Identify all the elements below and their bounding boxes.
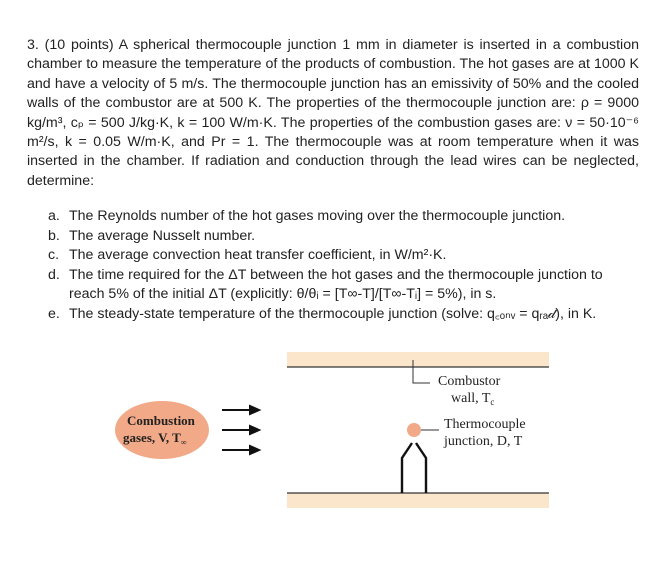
problem-statement [27, 36, 639, 191]
combustor-wall-top [287, 352, 549, 367]
part-label: a. [48, 208, 60, 224]
part-label: c. [48, 247, 60, 264]
part-text: The steady-state temperature of the thermocouple junction (solve: q꜀ₒₙᵥ = qᵣₐ𝒹), in K. [69, 305, 597, 322]
part-text: The average Nusselt number. [69, 227, 256, 244]
part-label: e. [48, 305, 60, 322]
thermocouple-figure [0, 330, 663, 576]
part-text: The Reynolds number of the hot gases moving over the thermocouple junction. [69, 208, 566, 224]
part-label: b. [48, 227, 60, 244]
list-item [48, 305, 638, 325]
list-item [48, 266, 638, 305]
wall-label-line1: Combustor [438, 374, 501, 389]
wall-label-line2: wall, $T_c$ [451, 391, 495, 407]
gases-label-line2: gases, V, $T_\infty$ [123, 430, 187, 447]
flow-arrow-head [250, 406, 259, 414]
flow-arrows [222, 406, 259, 454]
flow-arrow-head [250, 426, 259, 434]
thermocouple-bead [407, 423, 421, 437]
part-text: The average convection heat transfer coefficient, in W/m²·K. [69, 247, 447, 264]
problem-text: 3. (10 points) A spherical thermocouple junction 1 mm in diameter is inserted in a combustion chamber to measure the temperature of the products of combustion. The hot gases are at 1000 K and have a velocity of 5 m/s. The thermocouple junction has an emissivity of 50% and the cooled walls of the combustor are at 500 K. The properties of the thermocouple junction are: ρ = 9000 kg/m³, cₚ = 500 J/kg·K, k = 100 W/m·K. The properties of the combustion gases are: ν = 50·10⁻⁶ m²/s, k = 0.05 W/m·K, and Pr = 1. The thermocouple was at room temperature when it was inserted in the chamber. If radiation and conduction through the lead wires can be neglected, determine: [27, 37, 639, 189]
list-item [48, 246, 638, 266]
list-item [48, 227, 638, 247]
lead-wire-left [402, 443, 412, 493]
combustor-wall-bottom [287, 493, 549, 508]
part-text: The time required for the ΔT between the hot gases and the thermocouple junction to reach 5% of the initial ΔT (explicitly: θ/θᵢ = [T∞-T]/[T∞-Tᵢ] = 5%), in s. [69, 266, 603, 303]
thermocouple-label-line1: Thermocouple [444, 417, 526, 432]
thermocouple-label-line2: junction, D, T [444, 434, 523, 449]
question-parts-list [48, 207, 638, 325]
part-label: d. [48, 266, 60, 283]
list-item [48, 207, 638, 227]
lead-wire-right [416, 443, 426, 493]
flow-arrow-head [250, 446, 259, 454]
gases-label-line1: Combustion [127, 413, 195, 428]
